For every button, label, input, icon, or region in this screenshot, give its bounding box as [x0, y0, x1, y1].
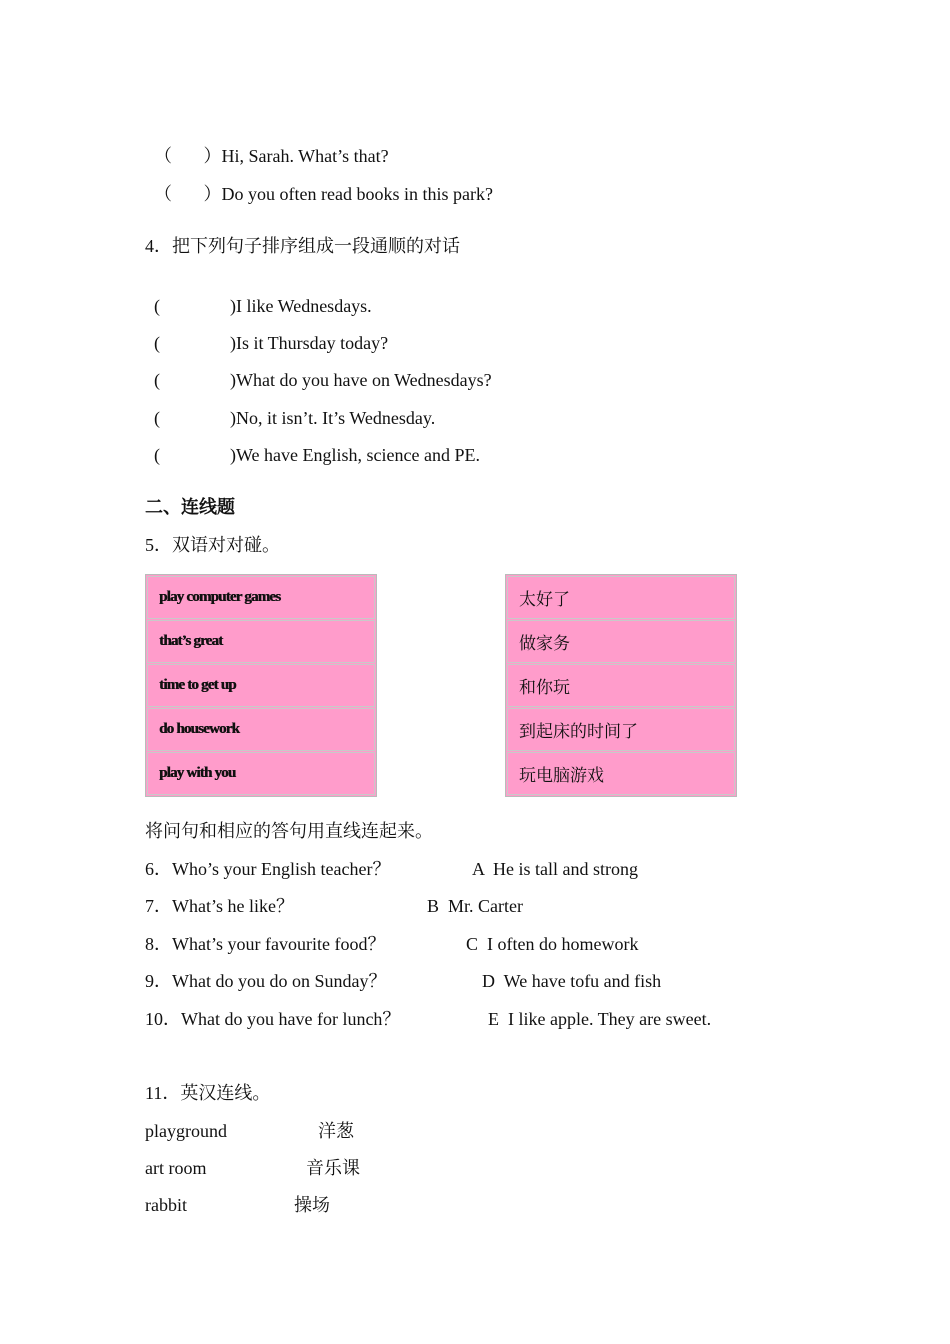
chinese-phrase-cell[interactable]: 和你玩: [507, 664, 735, 707]
q4-item-5: [145, 422, 480, 466]
chinese-phrase-cell[interactable]: 到起床的时间了: [507, 708, 735, 751]
chinese-phrase-cell[interactable]: 太好了: [507, 576, 735, 619]
chinese-phrase-cell[interactable]: 做家务: [507, 620, 735, 663]
answer-d[interactable]: D We have tofu and fish: [482, 971, 662, 991]
sentence: We have English, science and PE.: [236, 445, 480, 465]
sentence: Is it Thursday today?: [236, 333, 389, 353]
order-item-2: [145, 161, 493, 205]
blank-paren[interactable]: （ ）: [154, 146, 222, 166]
open-paren: (: [154, 445, 160, 465]
sentence: Do you often read books in this park?: [221, 184, 493, 204]
english-word[interactable]: art room: [145, 1158, 207, 1178]
english-phrase-cell[interactable]: that’s great: [147, 620, 375, 663]
question-7[interactable]: 7．What’s he like？: [145, 896, 294, 916]
close-paren: ): [230, 370, 236, 390]
blank-paren[interactable]: （ ）: [154, 184, 222, 204]
sentence: Hi, Sarah. What’s that?: [221, 146, 389, 166]
open-paren: (: [154, 296, 160, 316]
question-4-title: 4．把下列句子排序组成一段通顺的对话: [145, 236, 460, 256]
close-paren: ): [230, 333, 236, 353]
question-5-title: 5．双语对对碰。: [145, 535, 280, 555]
open-paren: (: [154, 408, 160, 428]
question-11-title: 11．英汉连线。: [145, 1083, 271, 1103]
chinese-word[interactable]: 操场: [294, 1195, 330, 1215]
english-word[interactable]: rabbit: [145, 1195, 187, 1215]
answer-e[interactable]: E I like apple. They are sweet.: [488, 1009, 712, 1029]
close-paren: ): [230, 408, 236, 428]
answer-a[interactable]: A He is tall and strong: [472, 859, 638, 879]
close-paren: ): [230, 296, 236, 316]
section-2-heading: 二、连线题: [145, 497, 235, 517]
english-phrase-cell[interactable]: play with you: [147, 752, 375, 795]
question-6[interactable]: 6．Who’s your English teacher？: [145, 859, 391, 879]
english-phrase-table: [145, 574, 377, 797]
open-paren: (: [154, 370, 160, 390]
sentence: What do you have on Wednesdays?: [236, 370, 492, 390]
english-phrase-cell[interactable]: play computer games: [147, 576, 375, 619]
chinese-phrase-cell[interactable]: 玩电脑游戏: [507, 752, 735, 795]
english-phrase-cell[interactable]: do housework: [147, 708, 375, 751]
answer-b[interactable]: B Mr. Carter: [427, 896, 523, 916]
question-10[interactable]: 10．What do you have for lunch？: [145, 1009, 401, 1029]
close-paren: ): [230, 445, 236, 465]
answer-c[interactable]: C I often do homework: [466, 934, 639, 954]
english-word[interactable]: playground: [145, 1121, 227, 1141]
chinese-phrase-table: [505, 574, 737, 797]
english-phrase-cell[interactable]: time to get up: [147, 664, 375, 707]
chinese-word[interactable]: 音乐课: [306, 1158, 360, 1178]
question-9[interactable]: 9．What do you do on Sunday？: [145, 971, 387, 991]
sentence: I like Wednesdays.: [236, 296, 372, 316]
question-8[interactable]: 8．What’s your favourite food？: [145, 934, 386, 954]
chinese-word[interactable]: 洋葱: [318, 1121, 354, 1141]
sentence: No, it isn’t. It’s Wednesday.: [236, 408, 436, 428]
open-paren: (: [154, 333, 160, 353]
matching-instruction: 将问句和相应的答句用直线连起来。: [145, 821, 433, 841]
